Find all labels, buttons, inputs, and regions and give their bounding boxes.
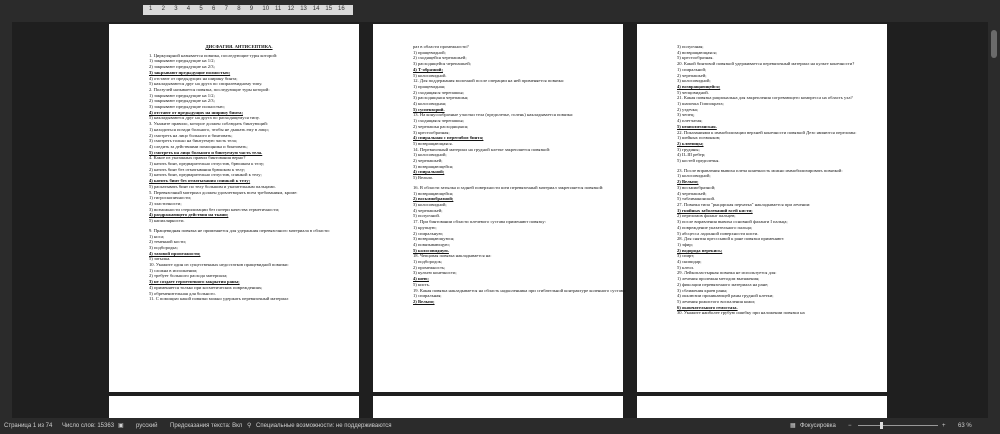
text-line: 1) находиться позади больного, чтобы не дышать ему в лицо;: [149, 126, 269, 132]
text-line: 1) пращевидная;: [413, 83, 446, 89]
text-line: 20. Какой бинтовой повязкой удерживается перевязочный материал на культе конечности?: [677, 61, 855, 67]
text-line: 1) гигроскопичности;: [149, 195, 192, 201]
text-line: 2) сходящейся черепашьей;: [413, 55, 467, 61]
text-line: 28. Для снятия пресссывой к ране повязки применяют:: [677, 236, 785, 242]
text-line: 18. Чепцовая повязка накладывается на:: [413, 253, 492, 259]
scrollbar-thumb[interactable]: [991, 30, 997, 58]
text-line: 3) смотреть только на бинтуемую часть тела;: [149, 138, 238, 144]
ruler-mark: 8: [237, 6, 241, 12]
text-line: 4) следить за действиями помощника и бинтовать;: [149, 143, 248, 149]
correct-answer-line: 4) шею;: [413, 276, 429, 282]
text-line: 5) полуочной.: [413, 213, 440, 219]
zoom-slider[interactable]: [858, 425, 938, 426]
word-count[interactable]: Число слов: 15363: [62, 423, 115, 429]
horizontal-ruler[interactable]: [0, 0, 1000, 22]
text-line: 5) обременительная для больного.: [149, 290, 216, 296]
text-line: 3) закрывают предыдущие полностью;: [149, 104, 225, 110]
page-counter[interactable]: Страница 1 из 74: [4, 423, 53, 429]
text-line: 16. В области затылка и задней поверхности шеи перевязочный материал закрепляется повязкой:: [413, 184, 604, 190]
ruler-mark: 3: [174, 6, 178, 12]
text-line: 2. Ползучей называется повязка, последующие туры которой:: [149, 86, 270, 92]
text-line: 13. На конусообразные участки тела (предплечье, голень) накладывается повязка:: [413, 112, 574, 118]
text-line: 3) грудины;: [677, 146, 700, 152]
text-line: 4) окклюзии проникающей раны грудной клетки;: [677, 293, 774, 299]
zoom-level[interactable]: 63 %: [958, 423, 972, 429]
accessibility-icon[interactable]: ⚲: [247, 423, 252, 429]
text-line: 5) кисть.: [413, 281, 430, 287]
text-line: 14. Перевязочный материал на грудной клетке закрепляется повязкой:: [413, 146, 551, 152]
text-line: 12. Для поддержания молочной после операции на ней применяется повязка:: [413, 78, 565, 84]
text-line: 21. Какая повязка рациональна для закрепления согревающего компресса на область уха?: [677, 95, 853, 101]
text-line: 3) возможности стерилизации без потери качества герметичности;: [149, 206, 280, 212]
text-line: 2) закрывают предыдущие на 2/3;: [149, 98, 215, 104]
text-line: 2) черепашья расходящаяся;: [413, 123, 469, 129]
text-line: 5) капиллярности.: [149, 218, 185, 224]
text-line: 11. С помощью какой повязки можно удержать перевязочный материал: [149, 296, 289, 302]
text-line: 1) лечения пролежня методом вытяжения;: [677, 276, 760, 282]
correct-answer-line: 4) отстают от предыдущих на ширину бинта;: [149, 109, 243, 115]
text-line: 3) расходящаяся черепашья;: [413, 95, 469, 101]
ruler-mark: 6: [212, 6, 216, 12]
text-line: 2) уздечка;: [677, 106, 699, 112]
text-line: 4) колосовидная;: [413, 101, 447, 107]
text-line: 27. Повязка типа "рыцарская перчатка" накладывается при лечении:: [677, 201, 811, 207]
zoom-slider-thumb[interactable]: [880, 422, 883, 429]
correct-answer-line: 3) не создает герметичного закрытия раны;: [149, 279, 240, 285]
text-line: 5) лечения рожистого воспаления кожи;: [677, 298, 756, 304]
zoom-out-button[interactable]: −: [848, 423, 852, 429]
text-line: 30. Укажите наиболее грубую ошибку при наложении повязки на: [677, 310, 805, 316]
text-line: 4) повязывающую;: [413, 241, 450, 247]
correct-answer-line: 5) суспензорий.: [413, 106, 445, 112]
text-line: 2) смотреть на лицо больного и бинтовать;: [149, 132, 233, 138]
text-line: 9. Пращевидная повязка не применяется для удержания перевязочного материала в области:: [149, 227, 330, 233]
text-line: 1) шапочка Гиппократа;: [677, 101, 724, 107]
text-line: 4) возвращающаяся;: [677, 49, 717, 55]
ruler-mark: 1: [149, 6, 153, 12]
text-line: 5) клеол.: [677, 264, 695, 270]
text-line: 1) возвращающейся;: [413, 190, 454, 196]
text-line: 1) колосовидной;: [413, 152, 447, 158]
language-indicator[interactable]: русский: [136, 423, 158, 429]
ruler-mark: 13: [300, 6, 307, 12]
proofing-icon[interactable]: ▣: [118, 423, 124, 429]
vertical-ruler[interactable]: [0, 22, 12, 418]
correct-answer-line: 4) возвращающейся;: [677, 83, 721, 89]
text-line: 17. При бинтовании области плечевого сустава применяют повязку:: [413, 219, 546, 225]
correct-answer-line: 4) раздражающего действия на ткани;: [149, 212, 229, 218]
text-line: 4) применяется только при косметических повреждениях;: [149, 284, 263, 290]
correct-answer-line: 5) неаполитанская.: [677, 123, 717, 129]
text-line: 5. Перевязочный материал должен удовлетворять всем требованиям, кроме:: [149, 189, 298, 195]
text-prediction[interactable]: Предсказания текста: Вкл: [170, 423, 243, 429]
text-line: 5) абсцесса ладонной поверхности кисти.: [677, 230, 759, 236]
text-line: раз в области промежности?: [413, 44, 469, 49]
status-bar: [0, 418, 1000, 434]
text-line: 4) отстают от предыдущих на ширину бинта;: [149, 75, 238, 81]
text-line: 2) требует большого расхода материала;: [149, 273, 228, 279]
page-content: [677, 44, 857, 316]
ruler-mark: 11: [275, 6, 282, 12]
text-line: 4. Какое из указанных правил бинтования верно?: [149, 155, 246, 161]
page-content: [413, 44, 627, 305]
text-line: 4) повреждение указательного пальца;: [677, 224, 753, 230]
text-line: 3) возвращающуюся;: [413, 236, 455, 242]
focus-mode-icon[interactable]: ▦: [790, 423, 796, 429]
correct-answer-line: 2) ключицы;: [677, 140, 704, 146]
correct-answer-line: 4) спиральной;: [413, 169, 445, 175]
text-line: 3) спирт;: [677, 253, 695, 259]
text-line: 2) теменной кости;: [149, 239, 186, 245]
text-line: 4) скипидар;: [677, 259, 702, 265]
text-line: 5) Вельпо.: [413, 175, 434, 181]
text-line: 5) колосовидной.: [413, 72, 447, 78]
focus-mode-button[interactable]: Фокусировка: [800, 423, 836, 429]
text-line: 2) переломов фаланг пальцев;: [677, 213, 736, 219]
text-line: 2) фиксации перевязочного материала на ране;: [677, 281, 769, 287]
text-line: 23. После вправления вывиха плеча конечность можно иммобилизировать повязкой:: [677, 167, 843, 173]
text-line: 3) после вправления вывиха основной фаланги I пальца;: [677, 219, 788, 225]
ruler-mark: 12: [287, 6, 295, 12]
correct-answer-line: 2) восьмиобразной;: [413, 196, 454, 202]
text-line: 2) промежность;: [413, 264, 446, 270]
text-line: 5) крестообразная.: [677, 55, 714, 61]
text-line: 29. Лейкопластырная повязка не используется для:: [677, 270, 777, 276]
page-content: [149, 44, 329, 302]
text-line: 5) раскатывать бинт по телу большим и указательным пальцами.: [149, 183, 276, 189]
text-line: 3) катить бинт, предварительно отпустив, спинкой к телу;: [149, 172, 262, 178]
text-line: 22. Показаниями к иммобилизации верхней конечности повязкой Дезо являются переломы:: [677, 129, 857, 135]
text-line: 2) сходящаяся черепашья;: [413, 89, 464, 95]
text-line: 1) закрывают предыдущие на 1/2;: [149, 58, 215, 64]
text-line: 1) носа;: [149, 233, 165, 239]
text-line: 2) эластичности;: [149, 200, 182, 206]
text-line: 1. Циркулярной называется повязка, последующие туры которой:: [149, 52, 278, 58]
correct-answer-line: 4) катить бинт без отматывания спинкой к телу;: [149, 178, 251, 184]
text-line: 5) накладываются друг на друга по расходящемуся типу.: [149, 115, 260, 121]
text-line: 3) чепец;: [677, 112, 695, 118]
text-line: 10. Укажите один из существенных недостатков пращевидной повязки:: [149, 262, 289, 268]
correct-answer-line: 5) смотреть на лицо больного и бинтуемую часть тела.: [149, 149, 263, 155]
text-line: 2) закрывают предыдущие на 2/3;: [149, 64, 215, 70]
text-line: 4) плетчатая;: [677, 118, 703, 124]
vertical-scrollbar[interactable]: [988, 22, 1000, 418]
text-line: 3) восьмиобразной;: [677, 184, 716, 190]
correct-answer-line: 5) колосовидную.: [413, 247, 449, 253]
text-line: 4) II–III ребер;: [677, 152, 706, 158]
ruler-mark: 15: [325, 6, 333, 12]
text-line: 3) расходящейся черепашьей;: [413, 61, 471, 67]
ruler-mark: 14: [312, 6, 320, 12]
text-line: 1) спиральная;: [413, 293, 442, 299]
correct-answer-line: 2) Вельпо;: [413, 298, 435, 304]
text-line: 2) спиральную;: [413, 230, 444, 236]
correct-answer-line: 4) спиральная с перегибом бинта;: [413, 135, 484, 141]
text-line: 5) возвращающаяся.: [413, 140, 453, 146]
text-line: 3) колосовидной;: [677, 78, 711, 84]
text-line: 3. Укажите правило, которое должен соблюдать бинтующий:: [149, 121, 268, 127]
ruler-mark: 9: [249, 6, 254, 12]
accessibility-status[interactable]: Специальные возможности: не поддерживаются: [256, 423, 392, 429]
text-line: 5) таблиманонской.: [677, 196, 716, 202]
text-line: 3) сближения краев раны;: [677, 287, 728, 293]
text-line: 2) черепашьей;: [677, 72, 707, 78]
document-title: ДИСФАГИЯ. АНТИСЕПТИКА.: [205, 44, 273, 49]
text-line: 5) чепцовидной.: [677, 89, 709, 95]
text-line: 1) крупную;: [413, 224, 437, 230]
ruler-mark: 16: [338, 6, 345, 12]
text-line: 19. Какая повязка накладывается на область надколенника при сгибательной контрактуре коленного сустава:: [413, 287, 627, 293]
text-line: 1) закрывают предыдущие на 1/2;: [149, 92, 215, 98]
document-page[interactable]: [373, 24, 627, 392]
text-line: 1) шейных позвонков;: [677, 135, 721, 141]
text-line: 3) культю конечности;: [413, 270, 457, 276]
zoom-in-button[interactable]: +: [942, 423, 946, 429]
ruler-mark: 5: [199, 6, 203, 12]
text-line: 1) катить бинт, предварительно отпустив, брюшком к телу;: [149, 161, 265, 167]
correct-answer-line: 4) тазовой промежности;: [149, 250, 201, 256]
ruler-mark: 7: [224, 6, 228, 12]
document-page[interactable]: [637, 24, 887, 392]
text-line: 1) спиральной;: [677, 66, 707, 72]
text-line: 1) пращевидной;: [413, 49, 446, 55]
text-line: 1) сходящаяся черепашья;: [413, 118, 464, 124]
document-canvas[interactable]: [12, 22, 988, 418]
correct-answer-line: 1) гнойных заболеваний всей кисти;: [677, 207, 753, 213]
correct-answer-line: 2) Вельпо;: [677, 179, 699, 185]
ruler-mark: 4: [186, 6, 191, 12]
text-line: 4) черепашьей;: [677, 190, 707, 196]
correct-answer-line: 4) Т-образной;: [413, 66, 443, 72]
document-page[interactable]: [109, 24, 359, 392]
correct-answer-line: 6) окончательного гемостаза.: [677, 304, 738, 310]
text-line: 3) колосовидной;: [413, 201, 447, 207]
ruler-mark: 2: [161, 6, 165, 12]
correct-answer-line: 2) водорода перекись;: [677, 247, 723, 253]
text-line: 1) эфир;: [677, 241, 693, 247]
text-line: 1) сложна в исполнении;: [149, 267, 198, 273]
text-line: 1) подбородок;: [413, 259, 443, 265]
text-line: 5) накладываются друг на друга по спиралевидному типу.: [149, 81, 263, 87]
text-line: 5) затылка.: [149, 256, 171, 262]
text-line: 3) полуочная;: [677, 44, 704, 49]
correct-answer-line: 3) закрывают предыдущие полностью;: [149, 69, 231, 75]
ruler-mark: 10: [262, 6, 270, 12]
ruler-scale[interactable]: [143, 5, 353, 15]
text-line: 4) черепашьей;: [413, 207, 443, 213]
text-line: 3) подбородка;: [149, 244, 178, 250]
text-line: 3) крестообразная;: [413, 129, 450, 135]
text-line: 2) черепашьей;: [413, 158, 443, 164]
text-line: 1) колосовидной;: [677, 173, 711, 179]
text-line: 2) катить бинт без отматывания брюшком к телу;: [149, 166, 246, 172]
text-line: 3) возвращающейся;: [413, 163, 454, 169]
text-line: 5) костей предплечья.: [677, 158, 720, 164]
